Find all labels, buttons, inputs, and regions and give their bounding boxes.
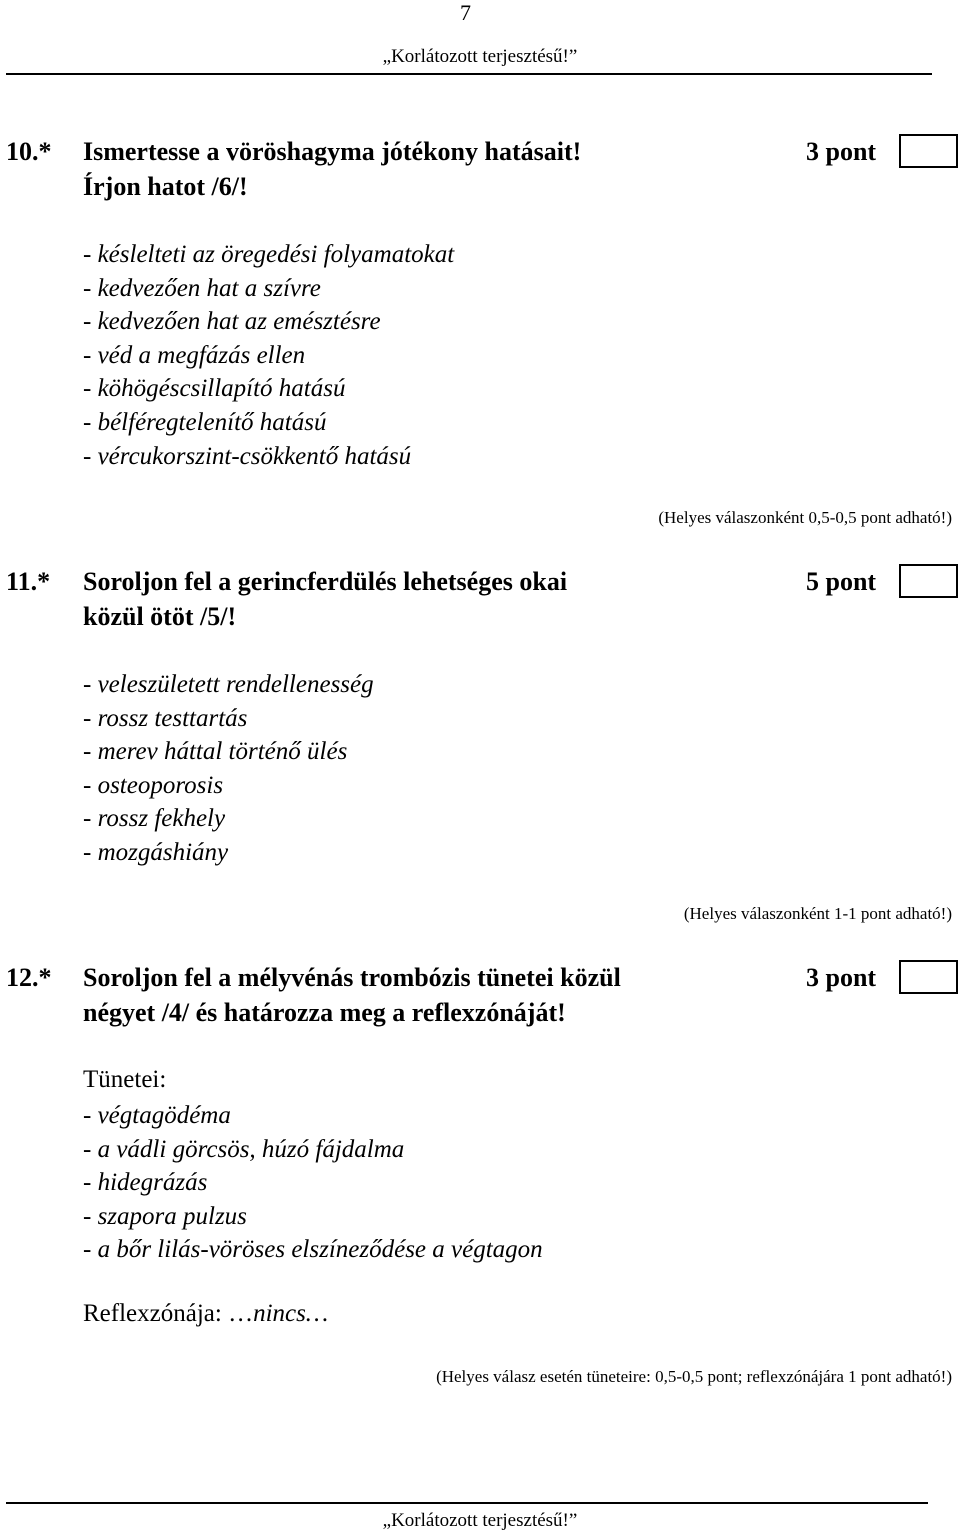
- answer-item: - merev háttal történő ülés: [83, 738, 348, 766]
- reflex-zone-label: Reflexzónája: …: [83, 1300, 254, 1327]
- footer-divider: [6, 1502, 928, 1504]
- score-box[interactable]: [899, 960, 958, 994]
- question-number: 10.*: [6, 137, 52, 166]
- question-number: 12.*: [6, 963, 52, 992]
- answer-item: - kedvezően hat a szívre: [83, 274, 321, 302]
- question-prompt-line-2: Írjon hatot /6/!: [83, 172, 248, 201]
- score-box[interactable]: [899, 134, 958, 168]
- answer-item: - köhögéscsillapító hatású: [83, 375, 346, 403]
- answer-item: - végtagödéma: [83, 1102, 231, 1129]
- scoring-note: (Helyes válaszonként 1-1 pont adható!): [683, 904, 952, 923]
- question-number: 11.*: [6, 567, 51, 596]
- question-points: 3 pont: [806, 137, 877, 166]
- answer-item: - bélféregtelenítő hatású: [83, 408, 327, 436]
- page-number: 7: [460, 0, 471, 25]
- symptoms-label: Tünetei:: [83, 1066, 167, 1093]
- answer-item: - mozgáshiány: [83, 838, 229, 866]
- answer-list: [83, 668, 374, 870]
- question-points: 5 pont: [806, 567, 877, 596]
- answer-item: - a bőr lilás-vöröses elszíneződése a végtagon: [83, 1236, 543, 1264]
- question-prompt-line-1: Soroljon fel a gerincferdülés lehetséges okai: [83, 567, 568, 596]
- answer-item: - rossz testtartás: [83, 704, 248, 732]
- answer-item: - késlelteti az öregedési folyamatokat: [83, 241, 455, 268]
- answer-item: - kedvezően hat az emésztésre: [83, 308, 381, 336]
- answer-list: [83, 238, 454, 473]
- reflex-zone-line: [83, 1300, 328, 1328]
- scoring-note: (Helyes válasz esetén tüneteire: 0,5-0,5 pont; reflexzónájára 1 pont adható!): [436, 1367, 952, 1386]
- footer-restricted-notice: „Korlátozott terjesztésű!”: [382, 1510, 578, 1531]
- answer-list: [83, 1099, 543, 1267]
- question-prompt-line-1: Ismertesse a vöröshagyma jótékony hatásait!: [83, 137, 582, 166]
- header-divider: [6, 73, 932, 75]
- answer-item: - vércukorszint-csökkentő hatású: [83, 442, 412, 470]
- score-box[interactable]: [899, 564, 958, 598]
- header-restricted-notice: „Korlátozott terjesztésű!”: [382, 46, 578, 67]
- answer-item: - hidegrázás: [83, 1169, 208, 1197]
- question-prompt-line-2: közül ötöt /5/!: [83, 602, 237, 631]
- answer-item: - a vádli görcsös, húzó fájdalma: [83, 1135, 405, 1163]
- answer-item: - szapora pulzus: [83, 1202, 247, 1230]
- answer-item: - rossz fekhely: [83, 805, 226, 833]
- question-points: 3 pont: [806, 963, 877, 992]
- reflex-zone-value: nincs…: [253, 1300, 329, 1327]
- question-prompt-line-1: Soroljon fel a mélyvénás trombózis tünetei közül: [83, 963, 621, 992]
- scoring-note: (Helyes válaszonként 0,5-0,5 pont adható!): [658, 508, 952, 527]
- answer-item: - véd a megfázás ellen: [83, 341, 306, 369]
- answer-item: - veleszületett rendellenesség: [83, 671, 374, 698]
- question-prompt-line-2: négyet /4/ és határozza meg a reflexzónáját!: [83, 998, 566, 1027]
- answer-item: - osteoporosis: [83, 771, 224, 799]
